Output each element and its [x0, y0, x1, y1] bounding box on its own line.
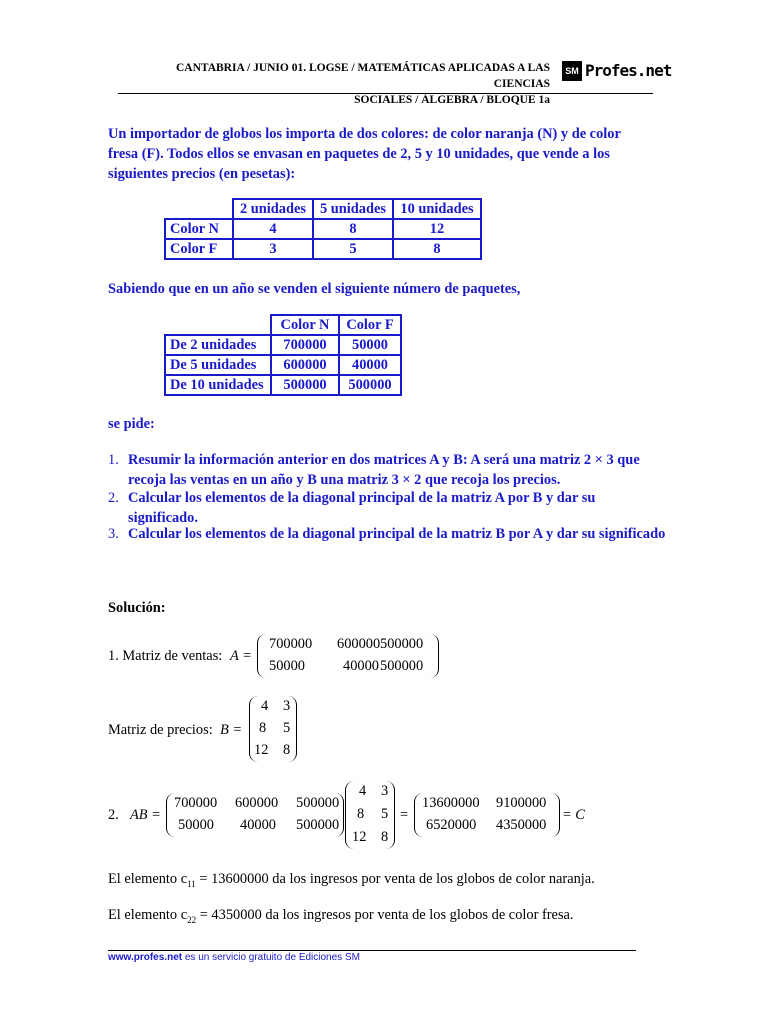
matrix-cell: 500000	[296, 795, 340, 811]
footer-link[interactable]: www.profes.net	[108, 952, 183, 963]
table-header-cell: 2 unidades	[233, 199, 313, 219]
matrix-cell: 50000	[178, 817, 214, 833]
matrix-cell: 700000	[174, 795, 218, 811]
sales-intro: Sabiendo que en un año se venden el siguiente número de paquetes,	[108, 281, 521, 297]
right-paren	[551, 793, 560, 837]
matrix-b	[249, 696, 297, 762]
matrix-b-product	[345, 781, 395, 849]
table-cell: 3	[233, 239, 313, 259]
table-row	[165, 375, 401, 395]
c11-post: = 13600000 da los ingresos por venta de los globos de color naranja.	[195, 871, 595, 887]
matrix-cell: 8	[381, 829, 389, 845]
se-pide-label: se pide:	[108, 416, 155, 432]
item-number: 1.	[108, 452, 119, 468]
table-header-cell: 5 unidades	[313, 199, 393, 219]
c11-sub: 11	[187, 878, 196, 889]
matrix-cell: 50000	[269, 658, 305, 674]
table-cell: 12	[393, 219, 481, 239]
table-header-cell: Color F	[339, 315, 401, 335]
table-row	[165, 239, 481, 259]
table-row	[165, 219, 481, 239]
matrix-cell: 4350000	[496, 817, 547, 833]
matrix-cell: 40000	[343, 658, 379, 674]
ventas-label: 1. Matriz de ventas:	[108, 648, 223, 664]
table-cell: 8	[313, 219, 393, 239]
c22-post: = 4350000 da los ingresos por venta de los globos de color fresa.	[196, 907, 574, 923]
matrix-cell: 8	[357, 806, 365, 822]
matrix-a-product	[166, 793, 344, 837]
matrix-cell: 5	[381, 806, 389, 822]
table-cell	[165, 199, 233, 219]
table-row-label: De 10 unidades	[165, 375, 271, 395]
page-header	[118, 60, 550, 108]
matrix-cell: 600000	[337, 636, 381, 652]
footer-divider	[108, 950, 636, 951]
table-cell: 700000	[271, 335, 339, 355]
sm-logo-badge: SM	[562, 61, 582, 81]
matrix-cell: 40000	[240, 817, 276, 833]
matrix-cell: 4	[359, 783, 367, 799]
table-row	[165, 315, 401, 335]
table-cell: 600000	[271, 355, 339, 375]
table-cell: 8	[393, 239, 481, 259]
c11-pre: El elemento c	[108, 871, 188, 887]
matrix-b-label: B =	[220, 722, 243, 738]
matrix-cell: 3	[283, 698, 291, 714]
c22-sub: 22	[187, 914, 197, 925]
c22-pre: El elemento c	[108, 907, 188, 923]
c-label: = C	[562, 807, 585, 823]
table-row	[165, 355, 401, 375]
matrix-cell: 5	[283, 720, 291, 736]
price-table	[164, 198, 482, 260]
equals-sign: =	[400, 807, 409, 823]
matrix-cell: 700000	[269, 636, 313, 652]
sales-table	[164, 314, 402, 396]
matrix-cell: 600000	[235, 795, 279, 811]
table-row	[165, 199, 481, 219]
matrix-cell: 12	[352, 829, 367, 845]
solution-title: Solución:	[108, 600, 166, 616]
right-paren	[430, 634, 439, 678]
problem-intro: Un importador de globos los importa de dos colores: de color naranja (N) y de color fresa (F). Todos ellos se envasan en paquetes de 2, 5 y 10 unidades, que vende a los siguientes precios (en pesetas):	[108, 126, 621, 182]
matrix-cell: 8	[259, 720, 267, 736]
precios-label: Matriz de precios:	[108, 722, 213, 738]
header-divider	[118, 93, 653, 94]
matrix-cell: 500000	[296, 817, 340, 833]
c11-explanation	[108, 869, 595, 894]
item-text: Calcular los elementos de la diagonal principal de la matriz B por A y dar su significado	[128, 526, 666, 542]
table-row-label: Color F	[165, 239, 233, 259]
ab-label: AB =	[130, 807, 161, 823]
table-cell: 500000	[271, 375, 339, 395]
c22-explanation	[108, 905, 574, 930]
table-cell: 5	[313, 239, 393, 259]
table-row-label: De 5 unidades	[165, 355, 271, 375]
table-row-label: De 2 unidades	[165, 335, 271, 355]
list-item	[108, 524, 668, 564]
matrix-cell: 500000	[380, 636, 424, 652]
table-cell	[165, 315, 271, 335]
header-line-2: SOCIALES / ÁLGEBRA / BLOQUE 1a	[354, 94, 550, 106]
matrix-cell: 8	[283, 742, 291, 758]
header-line-1: CANTABRIA / JUNIO 01. LOGSE / MATEMÁTICAS APLICADAS A LAS CIENCIAS	[175, 62, 550, 90]
matrix-cell: 500000	[380, 658, 424, 674]
matrix-cell: 6520000	[426, 817, 477, 833]
matrix-a	[257, 634, 439, 678]
item-2-label: 2.	[108, 807, 119, 823]
matrix-cell: 12	[254, 742, 269, 758]
table-header-cell: 10 unidades	[393, 199, 481, 219]
table-cell: 40000	[339, 355, 401, 375]
footer-text: es un servicio gratuito de Ediciones SM	[182, 952, 360, 963]
list-item	[108, 450, 668, 490]
page-footer	[108, 952, 360, 963]
item-number: 2.	[108, 490, 119, 506]
table-cell: 4	[233, 219, 313, 239]
table-row	[165, 335, 401, 355]
item-text: Calcular los elementos de la diagonal principal de la matriz A por B y dar su significado.	[128, 490, 596, 526]
profes-net-logo	[562, 60, 672, 82]
table-cell: 500000	[339, 375, 401, 395]
matrix-cell: 9100000	[496, 795, 547, 811]
matrix-c	[414, 793, 560, 837]
matrix-cell: 13600000	[422, 795, 480, 811]
matrix-cell: 4	[261, 698, 269, 714]
list-item	[108, 488, 668, 528]
matrix-cell: 3	[381, 783, 389, 799]
table-cell: 50000	[339, 335, 401, 355]
logo-text: Profes.net	[585, 61, 672, 80]
item-number: 3.	[108, 526, 119, 542]
left-paren	[257, 634, 266, 678]
matrix-a-label: A =	[230, 648, 252, 664]
table-row-label: Color N	[165, 219, 233, 239]
item-text: Resumir la información anterior en dos matrices A y B: A será una matriz 2 × 3 que recoja las ventas en un año y B una matriz 3 × 2 que recoja los precios.	[128, 452, 640, 488]
table-header-cell: Color N	[271, 315, 339, 335]
